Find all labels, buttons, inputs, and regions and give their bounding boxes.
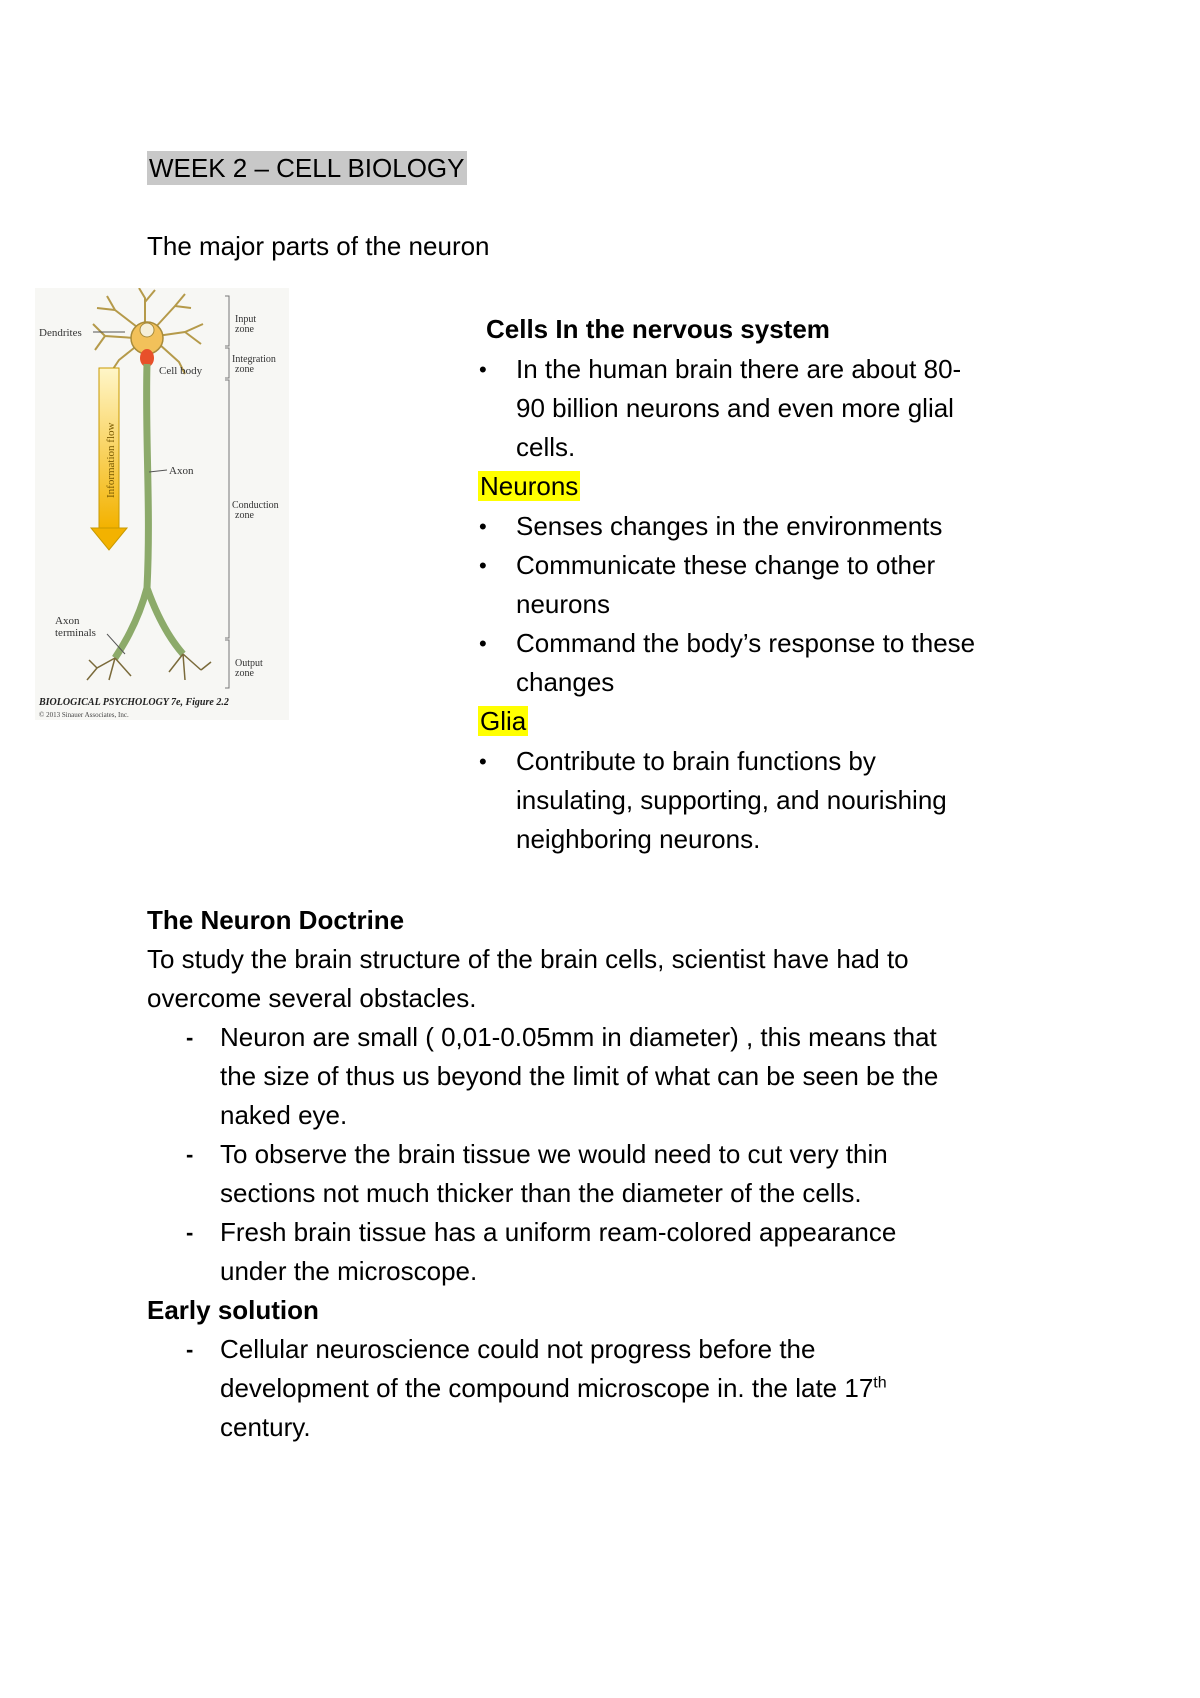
neurons-bullet-3-line-2: changes bbox=[516, 667, 615, 697]
figure-caption: BIOLOGICAL PSYCHOLOGY 7e, Figure 2.2 bbox=[39, 697, 229, 708]
bullet-icon: • bbox=[479, 514, 487, 539]
doctrine-intro-line-2: overcome several obstacles. bbox=[147, 983, 477, 1013]
axon-terminals-label-1: Axon bbox=[55, 615, 80, 627]
conduction-zone-label-2: zone bbox=[235, 510, 254, 521]
neuron-figure bbox=[35, 288, 289, 720]
doctrine-item-3-line-1: Fresh brain tissue has a uniform ream-colored appearance bbox=[220, 1217, 897, 1247]
doctrine-item-1-line-1: Neuron are small ( 0,01-0.05mm in diameter) , this means that bbox=[220, 1022, 937, 1052]
bullet-icon: • bbox=[479, 749, 487, 774]
input-zone-label-2: zone bbox=[235, 324, 254, 335]
dash-bullet-icon: - bbox=[186, 1337, 194, 1362]
dash-bullet-icon: - bbox=[186, 1220, 194, 1245]
bullet-icon: • bbox=[479, 357, 487, 382]
cells-intro-line-3: cells. bbox=[516, 432, 576, 462]
doctrine-intro-line-1: To study the brain structure of the brain cells, scientist have had to bbox=[147, 944, 909, 974]
glia-line-1: Contribute to brain functions by bbox=[516, 746, 876, 776]
neurons-bullet-2-line-1: Communicate these change to other bbox=[516, 550, 936, 580]
neurons-bullet-2-line-2: neurons bbox=[516, 589, 610, 619]
dash-bullet-icon: - bbox=[186, 1025, 194, 1050]
output-zone-label-1: Output bbox=[235, 658, 263, 669]
bullet-icon: • bbox=[479, 553, 487, 578]
doctrine-item-3-line-2: under the microscope. bbox=[220, 1256, 478, 1286]
doctrine-heading: The Neuron Doctrine bbox=[147, 905, 405, 935]
cells-intro-line-2: 90 billion neurons and even more glial bbox=[516, 393, 954, 423]
axon-label: Axon bbox=[169, 465, 194, 477]
glia-line-3: neighboring neurons. bbox=[516, 824, 761, 854]
information-flow-label: Information flow bbox=[105, 422, 117, 498]
early-line-2 bbox=[220, 1369, 887, 1408]
doctrine-item-2-line-1: To observe the brain tissue we would need to cut very thin bbox=[220, 1139, 888, 1169]
early-line-2-main: development of the compound microscope in. the late 17 bbox=[220, 1373, 874, 1403]
early-heading: Early solution bbox=[147, 1295, 319, 1325]
neurons-bullet-3-line-1: Command the body’s response to these bbox=[516, 628, 976, 658]
axon-terminals-label-2: terminals bbox=[55, 627, 96, 639]
page-subtitle: The major parts of the neuron bbox=[147, 231, 490, 261]
conduction-zone-label-1: Conduction bbox=[232, 500, 279, 511]
integration-zone-label-1: Integration bbox=[232, 354, 276, 365]
neurons-bullet-1-line-1: Senses changes in the environments bbox=[516, 511, 943, 541]
dendrites-label: Dendrites bbox=[39, 327, 82, 339]
output-zone-label-2: zone bbox=[235, 668, 254, 679]
page-title: WEEK 2 – CELL BIOLOGY bbox=[149, 153, 465, 183]
figure-copyright: © 2013 Sinauer Associates, Inc. bbox=[39, 711, 129, 719]
doctrine-item-1-line-3: naked eye. bbox=[220, 1100, 348, 1130]
bullet-icon: • bbox=[479, 631, 487, 656]
doctrine-item-1-line-2: the size of thus us beyond the limit of what can be seen be the bbox=[220, 1061, 939, 1091]
cells-intro-line-1: In the human brain there are about 80- bbox=[516, 354, 962, 384]
early-line-1: Cellular neuroscience could not progress before the bbox=[220, 1334, 816, 1364]
integration-zone-label-2: zone bbox=[235, 364, 254, 375]
early-line-3: century. bbox=[220, 1412, 311, 1442]
dash-bullet-icon: - bbox=[186, 1142, 194, 1167]
glia-line-2: insulating, supporting, and nourishing bbox=[516, 785, 947, 815]
cells-heading: Cells In the nervous system bbox=[486, 314, 830, 344]
glia-label: Glia bbox=[480, 706, 527, 736]
neurons-label: Neurons bbox=[480, 471, 579, 501]
doctrine-item-2-line-2: sections not much thicker than the diameter of the cells. bbox=[220, 1178, 862, 1208]
input-zone-label-1: Input bbox=[235, 314, 257, 325]
early-line-2-sup: th bbox=[873, 1374, 887, 1392]
neuron-diagram bbox=[35, 288, 289, 720]
cell-body-label: Cell body bbox=[159, 365, 203, 377]
